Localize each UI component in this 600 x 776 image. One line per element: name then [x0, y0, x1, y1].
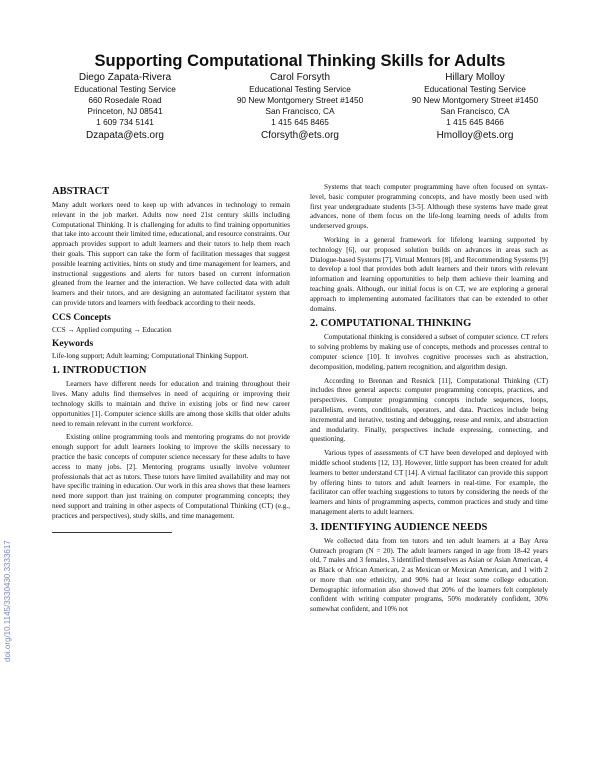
author-address: 660 Rosedale Road	[88, 95, 162, 105]
author-1	[40, 72, 210, 142]
author-address: 90 New Montgomery Street #1450	[236, 95, 364, 105]
keywords-text: Life-long support; Adult learning; Computational Thinking Support.	[52, 351, 249, 360]
doi-margin-link[interactable]: doi.org/10.1145/3330430.3333617	[3, 540, 12, 662]
author-block	[40, 72, 560, 142]
body-paragraph: Working in a general framework for lifelong learning supported by technology [6], our proposed solution builds on advances in areas such as Dialogue-based Systems [7], Virtual Mentors [8], and Recommending Systems [9] to develop a tool that provides both adult learners and their tutors with relevant information and learning opportunities to help them achieve their learning and teaching goals. Although, our initial focus is on CT, we are exploring a general approach to implementing automated facilitators that can be extended to other domains.	[310, 235, 548, 313]
left-column	[52, 183, 290, 533]
author-name: Hillary Molloy	[445, 72, 505, 83]
author-address: 90 New Montgomery Street #1450	[411, 95, 539, 105]
author-phone: 1 609 734 5141	[96, 117, 154, 127]
author-email: Dzapata@ets.org	[86, 130, 164, 141]
footnote-divider	[52, 532, 172, 533]
ccs-text: CCS → Applied computing → Education	[52, 325, 172, 334]
intro-paragraph: Learners have different needs for education and training throughout their lives. Many adults find themselves in need of acquiring or improving their technology skills to maintain and thrive in existing jobs or find new career opportunities [1]. Computer science skills are among those skills that older adults need to remain relevant in the current workforce.	[52, 380, 290, 428]
right-column	[310, 183, 548, 619]
author-phone: 1 415 645 8466	[446, 117, 504, 127]
author-address: Princeton, NJ 08541	[87, 106, 163, 116]
author-name: Diego Zapata-Rivera	[78, 72, 172, 83]
author-org: Educational Testing Service	[424, 84, 526, 94]
author-email: Cforsyth@ets.org	[261, 130, 339, 141]
author-org: Educational Testing Service	[74, 84, 176, 94]
author-3	[390, 72, 560, 142]
abstract-heading: ABSTRACT	[52, 186, 110, 197]
author-email: Hmolloy@ets.org	[436, 130, 514, 141]
author-org: Educational Testing Service	[249, 84, 351, 94]
author-address: San Francisco, CA	[265, 106, 335, 116]
author-phone: 1 415 645 8465	[271, 117, 329, 127]
paper-title: Supporting Computational Thinking Skills for Adults	[94, 52, 506, 70]
author-address: San Francisco, CA	[440, 106, 510, 116]
needs-heading: 3. IDENTIFYING AUDIENCE NEEDS	[310, 521, 488, 533]
needs-paragraph: We collected data from ten tutors and ten adult learners at a Bay Area Outreach program (N = 20). The adult learners ranged in age from 18-42 years old, 7 males and 3 females, 3 identified themselves as Asian or Asian American, 4 as Black or African American, 2 as Mexican or Mexican American, and 1 with 2 or more than one ethnicity, and 90% had at least some college education. Demographic information also showed that 20% of the learners felt completely confident with writing computer programs, 50% moderately confident, 30% somewhat confident, and 10% not	[310, 536, 548, 614]
ct-paragraph: Computational thinking is considered a subset of computer science. CT refers to solving problems by making use of concepts, methods and processes central to computer science [10]. It involves cognitive processes such as abstraction, decomposition, modeling, pattern recognition, and algorithm design.	[310, 333, 548, 371]
ct-heading: 2. COMPUTATIONAL THINKING	[310, 318, 472, 330]
author-name: Carol Forsyth	[269, 72, 330, 83]
intro-paragraph: Existing online programming tools and mentoring programs do not provide enough support for adult learners looking to improve the skills necessary to practice the basic concepts of computer science necessary for these adults to have access to many jobs. [2]. Mentoring programs usually involve volunteer professionals that act as tutors. These tutors have limited availability and may not have specific training in education. Our work in this area shows that these learners need more support than just training on computer programming concepts; they need support and training in other aspects of Computational Thinking (CT) (e.g., practices and perspectives), study skills, and time management.	[52, 433, 290, 520]
ct-paragraph: Various types of assessments of CT have been developed and deployed with middle school students [12, 13]. However, little support has been created for adult learners to better understand CT [14]. A virtual facilitator can provide this support by offering hints to tutors and adult learners in real-time. For example, the facilitator can offer teaching suggestions to tutors by considering the needs of the learners and hints of programming aspects, common practices and study and time management alerts to adult learners.	[310, 449, 548, 516]
ct-paragraph: According to Brennan and Resnick [11], Computational Thinking (CT) includes three general aspects: computer programming concepts, practices, and perspectives. Computer programming concepts include sequences, loops, parallelism, events, conditionals, operators, and data. Practices include being incremental and iterative, testing and debugging, reuse and remix, and abstraction and modularity. Finally, perspectives include expressing, connecting, and questioning.	[310, 376, 548, 444]
body-paragraph: Systems that teach computer programming have often focused on syntax-level, basic computer programming concepts, and have mostly been used with first year undergraduate students [3-5]. Although these systems have made great advances, none of them focus on the life-long learning needs of adults from underserved groups.	[310, 183, 548, 231]
author-2	[215, 72, 385, 142]
abstract-text: Many adult workers need to keep up with advances in technology to remain relevant in the job market. Adults now need 21st century skills including Computational Thinking. It is challenging for adults to find training opportunities that take into account their limited time, educational, and resource constraints. Our approach provides support to adult learners and their tutors to help them reach their goals. This support can take the form of facilitation messages that suggest possible learning activities, hints on study and time management for learners, and instructional suggestions and alerts for tutors based on current information gleaned from the learner and the interaction. We have collected data with adult learners and their tutors, and are designing an automated facilitator system that can provide tutors and learners with feedback according to their needs.	[52, 201, 290, 307]
intro-heading: 1. INTRODUCTION	[52, 365, 147, 377]
ccs-heading: CCS Concepts	[52, 312, 111, 323]
keywords-heading: Keywords	[52, 338, 94, 349]
